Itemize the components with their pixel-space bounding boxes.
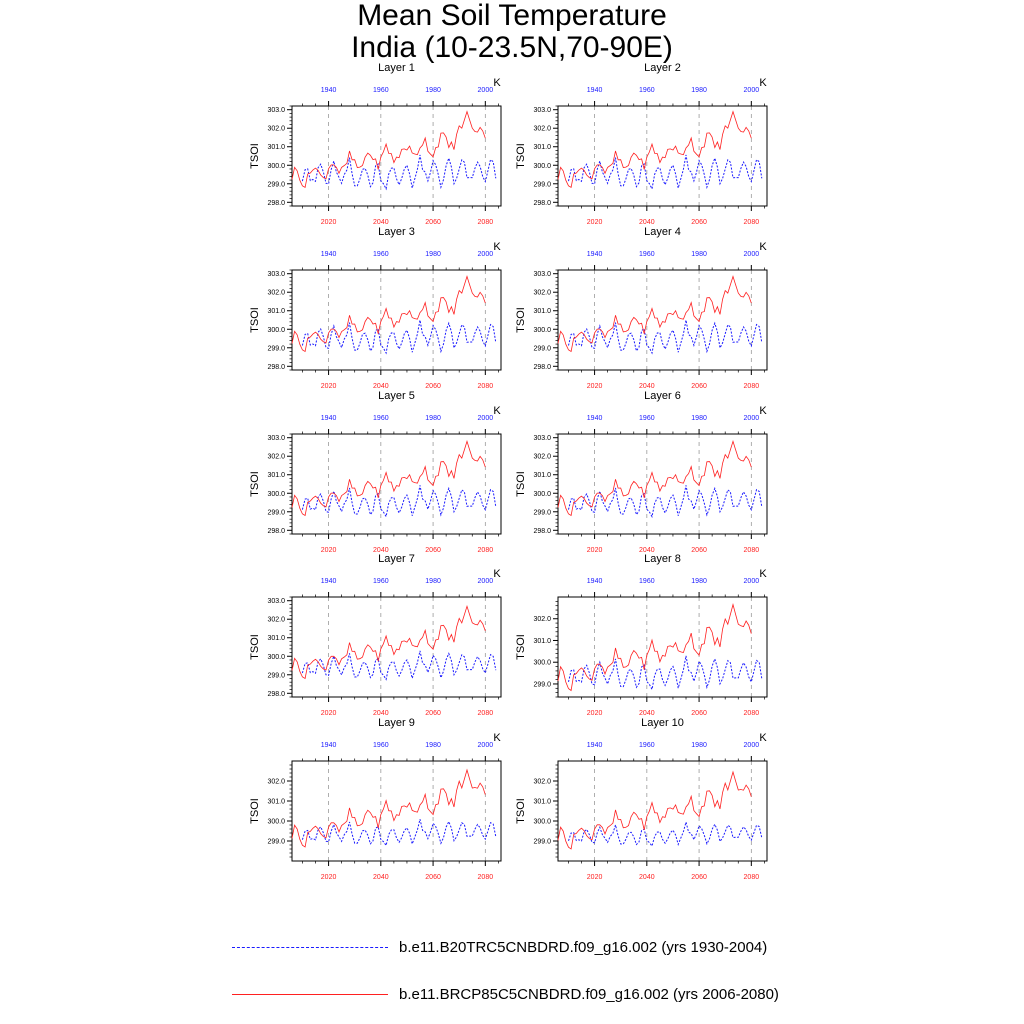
x-bottom-tick-label: 2060 <box>425 874 441 881</box>
x-top-tick-label: 1940 <box>320 415 337 422</box>
x-bottom-tick-label: 2020 <box>320 710 337 717</box>
x-bottom-tick-label: 2080 <box>477 383 494 390</box>
x-top-tick-label: 1960 <box>373 87 389 94</box>
x-bottom-tick-label: 2040 <box>639 710 655 717</box>
x-bottom-tick-label: 2060 <box>691 383 707 390</box>
x-top-tick-label: 2000 <box>743 87 760 94</box>
x-top-tick-label: 2000 <box>477 742 494 749</box>
x-top-tick-label: 1980 <box>691 578 707 585</box>
panel-title: Layer 4 <box>644 226 681 238</box>
x-top-tick-label: 2000 <box>743 251 760 258</box>
x-bottom-tick-label: 2040 <box>639 383 655 390</box>
legend-label-historical: b.e11.B20TRC5CNBDRD.f09_g16.002 (yrs 1930-2004) <box>399 939 768 956</box>
x-bottom-tick-label: 2060 <box>691 219 707 226</box>
y-axis-label: TSOI <box>515 798 527 824</box>
x-bottom-tick-label: 2040 <box>373 547 389 554</box>
x-top-tick-label: 1980 <box>425 251 441 258</box>
y-tick-label: 300.0 <box>533 490 551 498</box>
panel-title: Layer 9 <box>378 717 415 729</box>
y-tick-label: 298.0 <box>533 527 551 535</box>
plot-frame <box>292 597 501 697</box>
y-axis-label: TSOI <box>249 143 261 169</box>
x-top-tick-label: 1980 <box>425 578 441 585</box>
y-tick-label: 303.0 <box>267 435 285 443</box>
x-top-tick-label: 1940 <box>586 742 603 749</box>
panel-title: Layer 2 <box>644 62 681 74</box>
y-axis-label: TSOI <box>515 307 527 333</box>
x-top-tick-label: 2000 <box>477 251 494 258</box>
units-label: K <box>493 568 501 580</box>
y-tick-label: 303.0 <box>267 598 285 606</box>
x-top-tick-label: 1960 <box>639 578 655 585</box>
panel-title: Layer 7 <box>378 553 415 565</box>
x-top-tick-label: 1960 <box>373 251 389 258</box>
x-top-tick-label: 1940 <box>586 251 603 258</box>
y-tick-label: 302.0 <box>533 289 551 297</box>
x-bottom-tick-label: 2020 <box>320 383 337 390</box>
y-tick-label: 300.0 <box>267 818 285 826</box>
x-top-tick-label: 1940 <box>586 87 603 94</box>
x-bottom-tick-label: 2060 <box>691 874 707 881</box>
series-future-line <box>292 770 485 847</box>
units-label: K <box>759 241 767 253</box>
y-axis-label: TSOI <box>249 471 261 497</box>
x-top-tick-label: 1980 <box>691 742 707 749</box>
title-line-2: India (10-23.5N,70-90E) <box>351 31 673 64</box>
series-future-line <box>558 112 751 188</box>
x-top-tick-label: 1980 <box>691 87 707 94</box>
y-tick-label: 300.0 <box>267 162 285 170</box>
y-tick-label: 301.0 <box>267 635 285 643</box>
y-tick-label: 298.0 <box>267 690 285 698</box>
x-top-tick-label: 1960 <box>373 578 389 585</box>
x-top-tick-label: 1980 <box>691 251 707 258</box>
x-bottom-tick-label: 2040 <box>639 547 655 554</box>
x-bottom-tick-label: 2040 <box>373 383 389 390</box>
y-tick-label: 303.0 <box>533 435 551 443</box>
series-historical-line <box>302 155 495 189</box>
x-top-tick-label: 1940 <box>586 578 603 585</box>
y-tick-label: 298.0 <box>533 199 551 207</box>
y-tick-label: 300.0 <box>533 162 551 170</box>
x-top-tick-label: 1960 <box>373 415 389 422</box>
y-axis-label: TSOI <box>249 798 261 824</box>
x-top-tick-label: 1980 <box>425 742 441 749</box>
x-bottom-tick-label: 2080 <box>477 219 494 226</box>
y-tick-label: 300.0 <box>533 326 551 334</box>
y-tick-label: 300.0 <box>533 659 551 667</box>
y-tick-label: 302.0 <box>533 778 551 786</box>
y-tick-label: 299.0 <box>533 345 551 353</box>
units-label: K <box>759 405 767 417</box>
x-bottom-tick-label: 2080 <box>743 219 760 226</box>
y-tick-label: 298.0 <box>267 363 285 371</box>
y-tick-label: 302.0 <box>533 125 551 133</box>
units-label: K <box>493 77 501 89</box>
y-axis-label: TSOI <box>515 634 527 660</box>
x-bottom-tick-label: 2040 <box>373 874 389 881</box>
y-tick-label: 298.0 <box>533 363 551 371</box>
x-bottom-tick-label: 2020 <box>320 219 337 226</box>
y-tick-label: 302.0 <box>533 453 551 461</box>
x-top-tick-label: 1940 <box>586 415 603 422</box>
y-tick-label: 301.0 <box>267 308 285 316</box>
y-tick-label: 302.0 <box>267 289 285 297</box>
y-axis-label: TSOI <box>515 471 527 497</box>
x-bottom-tick-label: 2020 <box>586 710 603 717</box>
x-top-tick-label: 1960 <box>639 742 655 749</box>
panel-title: Layer 1 <box>378 62 415 74</box>
series-historical-line <box>569 155 762 189</box>
series-historical-line <box>569 822 762 846</box>
title-line-1: Mean Soil Temperature <box>357 0 667 32</box>
x-bottom-tick-label: 2080 <box>477 547 494 554</box>
x-top-tick-label: 2000 <box>743 742 760 749</box>
y-tick-label: 303.0 <box>267 271 285 279</box>
x-top-tick-label: 1980 <box>425 415 441 422</box>
panel-title: Layer 6 <box>644 390 681 402</box>
y-tick-label: 299.0 <box>533 681 551 689</box>
series-historical-line <box>302 485 495 516</box>
units-label: K <box>759 568 767 580</box>
x-bottom-tick-label: 2020 <box>586 219 603 226</box>
y-tick-label: 301.0 <box>533 308 551 316</box>
y-tick-label: 302.0 <box>267 778 285 786</box>
y-tick-label: 302.0 <box>267 125 285 133</box>
y-tick-label: 299.0 <box>267 672 285 680</box>
series-historical-line <box>569 656 762 690</box>
y-axis-label: TSOI <box>249 307 261 333</box>
x-top-tick-label: 1960 <box>373 742 389 749</box>
units-label: K <box>493 241 501 253</box>
y-tick-label: 299.0 <box>267 838 285 846</box>
x-bottom-tick-label: 2060 <box>425 383 441 390</box>
x-top-tick-label: 1960 <box>639 87 655 94</box>
x-top-tick-label: 1980 <box>425 87 441 94</box>
panel-title: Layer 10 <box>641 717 684 729</box>
y-tick-label: 301.0 <box>533 472 551 480</box>
x-bottom-tick-label: 2060 <box>425 710 441 717</box>
series-historical-line <box>569 320 762 353</box>
x-top-tick-label: 1960 <box>639 251 655 258</box>
x-bottom-tick-label: 2040 <box>639 874 655 881</box>
x-top-tick-label: 2000 <box>477 578 494 585</box>
series-historical-line <box>302 651 495 680</box>
x-bottom-tick-label: 2020 <box>320 874 337 881</box>
series-historical-line <box>569 485 762 516</box>
y-axis-label: TSOI <box>249 634 261 660</box>
units-label: K <box>493 732 501 744</box>
y-tick-label: 302.0 <box>267 616 285 624</box>
x-top-tick-label: 2000 <box>477 87 494 94</box>
x-bottom-tick-label: 2080 <box>743 710 760 717</box>
y-tick-label: 299.0 <box>533 509 551 517</box>
x-top-tick-label: 1980 <box>691 415 707 422</box>
x-bottom-tick-label: 2060 <box>691 710 707 717</box>
y-tick-label: 303.0 <box>533 107 551 115</box>
units-label: K <box>759 77 767 89</box>
series-future-line <box>292 112 485 188</box>
plot-frame <box>558 597 767 697</box>
y-tick-label: 298.0 <box>267 199 285 207</box>
x-top-tick-label: 1960 <box>639 415 655 422</box>
series-historical-line <box>302 320 495 353</box>
x-bottom-tick-label: 2040 <box>639 219 655 226</box>
x-top-tick-label: 1940 <box>320 578 337 585</box>
y-tick-label: 301.0 <box>533 144 551 152</box>
x-top-tick-label: 2000 <box>743 578 760 585</box>
y-tick-label: 299.0 <box>267 181 285 189</box>
y-tick-label: 299.0 <box>267 509 285 517</box>
x-bottom-tick-label: 2020 <box>586 547 603 554</box>
units-label: K <box>759 732 767 744</box>
y-tick-label: 301.0 <box>267 798 285 806</box>
x-bottom-tick-label: 2040 <box>373 710 389 717</box>
y-tick-label: 301.0 <box>267 472 285 480</box>
units-label: K <box>493 405 501 417</box>
x-bottom-tick-label: 2080 <box>743 874 760 881</box>
x-bottom-tick-label: 2040 <box>373 219 389 226</box>
y-tick-label: 301.0 <box>533 637 551 645</box>
panel-title: Layer 5 <box>378 390 415 402</box>
x-top-tick-label: 1940 <box>320 742 337 749</box>
x-bottom-tick-label: 2020 <box>586 874 603 881</box>
y-tick-label: 299.0 <box>533 838 551 846</box>
x-bottom-tick-label: 2060 <box>425 547 441 554</box>
plot-frame <box>558 761 767 861</box>
y-tick-label: 303.0 <box>533 271 551 279</box>
legend-swatch-future <box>232 994 388 995</box>
y-tick-label: 302.0 <box>533 616 551 624</box>
y-tick-label: 298.0 <box>267 527 285 535</box>
y-tick-label: 301.0 <box>267 144 285 152</box>
y-tick-label: 300.0 <box>267 326 285 334</box>
y-tick-label: 303.0 <box>267 107 285 115</box>
y-tick-label: 299.0 <box>267 345 285 353</box>
y-tick-label: 300.0 <box>267 653 285 661</box>
x-bottom-tick-label: 2020 <box>320 547 337 554</box>
x-top-tick-label: 1940 <box>320 87 337 94</box>
legend-swatch-historical <box>232 947 388 948</box>
y-tick-label: 300.0 <box>533 818 551 826</box>
x-top-tick-label: 1940 <box>320 251 337 258</box>
y-axis-label: TSOI <box>515 143 527 169</box>
y-tick-label: 300.0 <box>267 490 285 498</box>
x-bottom-tick-label: 2020 <box>586 383 603 390</box>
y-tick-label: 301.0 <box>533 798 551 806</box>
x-top-tick-label: 2000 <box>477 415 494 422</box>
panel-title: Layer 8 <box>644 553 681 565</box>
x-bottom-tick-label: 2060 <box>691 547 707 554</box>
panel-title: Layer 3 <box>378 226 415 238</box>
x-bottom-tick-label: 2060 <box>425 219 441 226</box>
y-tick-label: 302.0 <box>267 453 285 461</box>
x-top-tick-label: 2000 <box>743 415 760 422</box>
x-bottom-tick-label: 2080 <box>477 874 494 881</box>
x-bottom-tick-label: 2080 <box>743 383 760 390</box>
legend-label-future: b.e11.BRCP85C5CNBDRD.f09_g16.002 (yrs 2006-2080) <box>399 986 779 1003</box>
y-tick-label: 299.0 <box>533 181 551 189</box>
x-bottom-tick-label: 2080 <box>743 547 760 554</box>
plot-frame <box>292 761 501 861</box>
x-bottom-tick-label: 2080 <box>477 710 494 717</box>
